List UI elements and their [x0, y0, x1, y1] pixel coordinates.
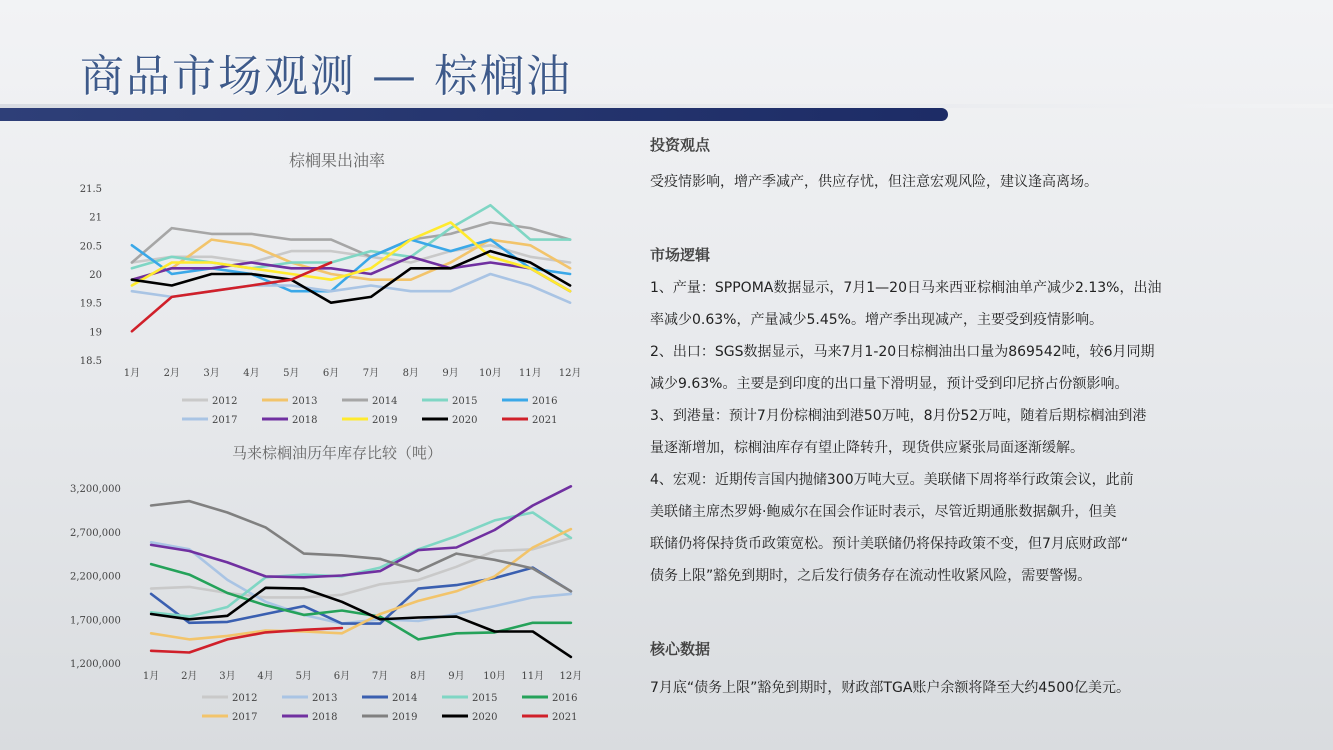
market-logic-title: 市场逻辑 [650, 246, 711, 264]
y-tick-label: 20 [89, 270, 102, 281]
x-tick-label: 2月 [163, 368, 180, 379]
series-line-2015 [151, 513, 571, 617]
y-tick-label: 2,700,000 [70, 527, 121, 539]
y-tick-label: 20.5 [79, 241, 102, 253]
logic-line: 减少9.63%。主要是到印度的出口量下滑明显，预计受到印尼挤占份额影响。 [650, 376, 1129, 392]
x-tick-label: 9月 [448, 671, 465, 682]
page-title: 商品市场观测 — 棕榈油 [80, 51, 572, 102]
x-tick-label: 5月 [283, 368, 300, 379]
x-tick-label: 4月 [257, 671, 274, 682]
y-tick-label: 19 [89, 327, 102, 339]
x-tick-label: 2月 [181, 671, 198, 682]
legend-label-2019: 2019 [372, 415, 398, 426]
logic-line: 4、宏观：近期传言国内抛储300万吨大豆。美联储下周将举行政策会议，此前 [650, 472, 1134, 488]
chart-title: 棕榈果出油率 [288, 151, 386, 170]
y-tick-label: 2,200,000 [70, 571, 121, 583]
logic-line: 1、产量：SPPOMA数据显示，7月1—20日马来西亚棕榈油单产减少2.13%，出油 [650, 280, 1162, 296]
inventory-comparison-chart [60, 435, 620, 735]
x-tick-label: 6月 [322, 368, 340, 379]
chart-title: 马来棕榈油历年库存比较（吨） [231, 444, 443, 462]
legend-label-2018: 2018 [292, 415, 318, 426]
x-tick-label: 8月 [410, 671, 427, 682]
x-tick-label: 8月 [402, 368, 419, 379]
x-tick-label: 7月 [371, 671, 389, 682]
legend-label-2013: 2013 [312, 693, 338, 704]
legend-label-2019: 2019 [392, 712, 418, 723]
series-line-2014 [151, 568, 571, 624]
x-tick-label: 6月 [333, 671, 351, 682]
logic-line: 量逐渐增加，棕榈油库存有望止降转升，现货供应紧张局面逐渐缓解。 [650, 440, 1084, 456]
legend-label-2015: 2015 [452, 396, 478, 407]
legend-label-2018: 2018 [312, 712, 338, 723]
legend-label-2021: 2021 [552, 712, 578, 723]
series-line-2015 [132, 205, 570, 268]
logic-line: 率减少0.63%，产量减少5.45%。增产季出现减产，主要受到疫情影响。 [650, 312, 1103, 328]
x-tick-label: 10月 [483, 671, 506, 682]
legend-label-2016: 2016 [532, 396, 558, 407]
x-tick-label: 5月 [295, 671, 312, 682]
investment-view-title: 投资观点 [650, 136, 711, 154]
x-tick-label: 11月 [521, 671, 545, 682]
legend-label-2017: 2017 [212, 415, 238, 426]
y-tick-label: 1,700,000 [70, 615, 121, 627]
x-tick-label: 12月 [558, 368, 582, 379]
x-tick-label: 7月 [362, 368, 380, 379]
legend-label-2014: 2014 [392, 693, 418, 704]
series-line-2019 [151, 501, 571, 591]
legend-label-2016: 2016 [552, 693, 578, 704]
x-tick-label: 3月 [219, 671, 236, 682]
y-tick-label: 21 [89, 212, 102, 224]
legend-label-2021: 2021 [532, 415, 558, 426]
logic-line: 3、到港量：预计7月份棕榈油到港50万吨，8月份52万吨，随着后期棕榈油到港 [650, 408, 1147, 424]
legend-label-2014: 2014 [372, 396, 398, 407]
y-tick-label: 3,200,000 [70, 484, 121, 495]
core-data-title: 核心数据 [650, 640, 711, 658]
legend-label-2020: 2020 [452, 415, 478, 426]
logic-line: 联储仍将保持货币政策宽松。预计美联储仍将保持政策不变，但7月底财政部“ [650, 536, 1129, 552]
core-data-text: 7月底“债务上限”豁免到期时，财政部TGA账户余额将降至大约4500亿美元。 [650, 680, 1131, 696]
oil-extraction-rate-chart [60, 140, 620, 440]
legend-label-2015: 2015 [472, 693, 498, 704]
x-tick-label: 9月 [442, 368, 459, 379]
legend-label-2017: 2017 [232, 712, 258, 723]
y-tick-label: 19.5 [79, 298, 102, 310]
y-tick-label: 18.5 [79, 356, 102, 367]
legend-label-2012: 2012 [232, 693, 258, 704]
logic-line: 债务上限”豁免到期时，之后发行债务存在流动性收紧风险，需要警惕。 [650, 568, 1092, 584]
x-tick-label: 1月 [142, 671, 160, 682]
x-tick-label: 3月 [203, 368, 220, 379]
investment-view-text: 受疫情影响，增产季减产，供应存忧，但注意宏观风险，建议逢高离场。 [650, 174, 1098, 190]
legend-label-2020: 2020 [472, 712, 498, 723]
legend-label-2012: 2012 [212, 396, 238, 407]
title-bar [0, 108, 948, 121]
y-tick-label: 1,200,000 [70, 659, 121, 670]
legend-label-2013: 2013 [292, 396, 318, 407]
x-tick-label: 11月 [518, 368, 542, 379]
x-tick-label: 10月 [479, 368, 502, 379]
x-tick-label: 1月 [123, 368, 141, 379]
logic-line: 美联储主席杰罗姆·鲍威尔在国会作证时表示，尽管近期通胀数据飙升，但美 [650, 504, 1117, 520]
x-tick-label: 4月 [243, 368, 260, 379]
y-tick-label: 21.5 [79, 184, 102, 195]
logic-line: 2、出口：SGS数据显示，马来7月1-20日棕榈油出口量为869542吨，较6月同期 [650, 344, 1155, 360]
x-tick-label: 12月 [559, 671, 583, 682]
